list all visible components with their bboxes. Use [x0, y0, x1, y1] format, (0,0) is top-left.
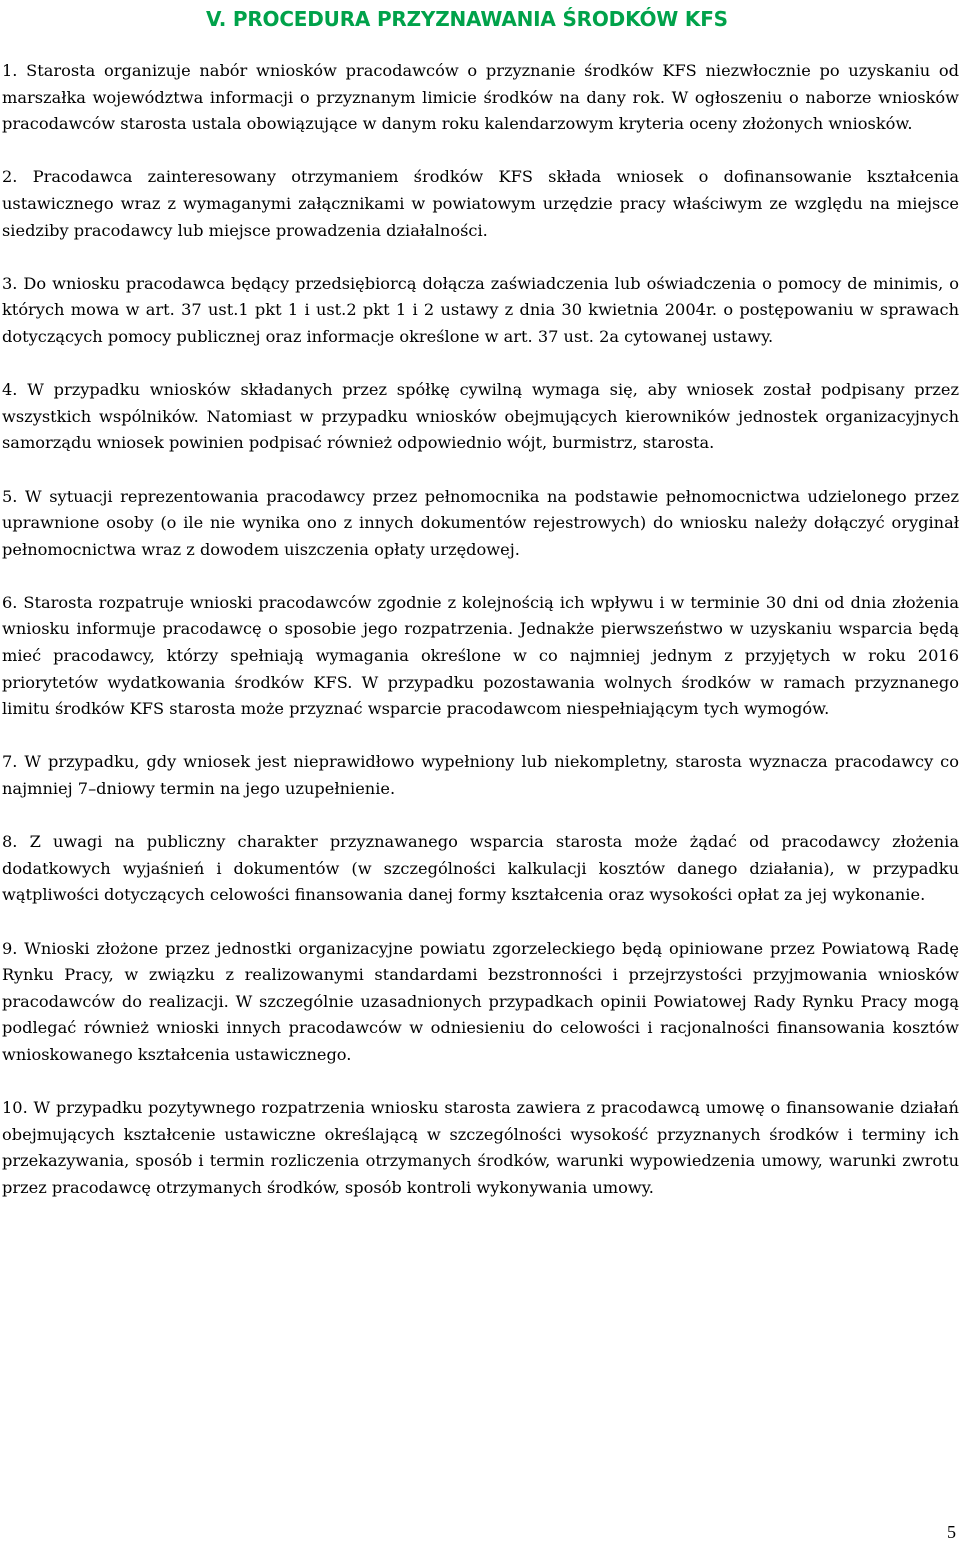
paragraph-5: 5. W sytuacji reprezentowania pracodawcy przez pełnomocnika na podstawie pełnomocnictwa udzielonego przez uprawnione osoby (o ile nie wynika ono z innych dokumentów rejestrowych) do wniosku należy dołączyć oryginał pełnomocnictwa wraz z dowodem uiszczenia opłaty urzędowej. — [2, 486, 959, 559]
paragraph-2: 2. Pracodawca zainteresowany otrzymaniem środków KFS składa wniosek o dofinansowanie kształcenia ustawicznego wraz z wymaganymi załącznikami w powiatowym urzędzie pracy właściwym ze względu na miejsce siedziby pracodawcy lub miejsce prowadzenia działalności. — [2, 167, 959, 240]
document-body — [2, 58, 959, 1202]
paragraph-6: 6. Starosta rozpatruje wnioski pracodawców zgodnie z kolejnością ich wpływu i w terminie 30 dni od dnia złożenia wniosku informuje pracodawcę o sposobie jego rozpatrzenia. Jednakże pierwszeństwo w uzyskaniu wsparcia będą mieć pracodawcy, którzy spełniają wymagania określone w co najmniej jednym z przyjętych w roku 2016 priorytetów wydatkowania środków KFS. W przypadku pozostawania wolnych środków w ramach przyznanego limitu środków KFS starosta może przyznać wsparcie pracodawcom niespełniającym tych wymogów. — [2, 592, 959, 719]
paragraph-7: 7. W przypadku, gdy wniosek jest nieprawidłowo wypełniony lub niekompletny, starosta wyznacza pracodawcy co najmniej 7–dniowy termin na jego uzupełnienie. — [2, 752, 959, 799]
paragraph-9: 9. Wnioski złożone przez jednostki organizacyjne powiatu zgorzeleckiego będą opiniowane przez Powiatową Radę Rynku Pracy, w związku z realizowanymi standardami bezstronności i przejrzystości przyjmowania wniosków pracodawców do realizacji. W szczególnie uzasadnionych przypadkach opinii Powiatowej Rady Rynku Pracy mogą podlegać również wnioski innych pracodawców w odniesieniu do celowości i racjonalności finansowania kosztów wnioskowanego kształcenia ustawicznego. — [2, 938, 959, 1064]
paragraph-3: 3. Do wniosku pracodawca będący przedsiębiorcą dołącza zaświadczenia lub oświadczenia o pomocy de minimis, o których mowa w art. 37 ust.1 pkt 1 i ust.2 pkt 1 i 2 ustawy z dnia 30 kwietnia 2004r. o postępowaniu w sprawach dotyczących pomocy publicznej oraz informacje określone w art. 37 ust. 2a cytowanej ustawy. — [2, 273, 959, 346]
paragraph-8: 8. Z uwagi na publiczny charakter przyznawanego wsparcia starosta może żądać od pracodawcy złożenia dodatkowych wyjaśnień i dokumentów (w szczególności kalkulacji kosztów danego działania), w przypadku wątpliwości dotyczących celowości finansowania danej formy kształcenia oraz wysokości opłat za jej wykonanie. — [2, 832, 959, 905]
section-heading: V. PROCEDURA PRZYZNAWANIA ŚRODKÓW KFS — [206, 7, 728, 31]
paragraph-1: 1. Starosta organizuje nabór wniosków pracodawców o przyznanie środków KFS niezwłocznie po uzyskaniu od marszałka województwa informacji o przyznanym limicie środków na dany rok. W ogłoszeniu o naborze wniosków pracodawców starosta ustala obowiązujące w danym roku kalendarzowym kryteria oceny złożonych wniosków. — [2, 61, 959, 134]
page-number: 5 — [947, 1522, 956, 1542]
paragraph-4: 4. W przypadku wniosków składanych przez spółkę cywilną wymaga się, aby wniosek został podpisany przez wszystkich wspólników. Natomiast w przypadku wniosków obejmujących kierowników jednostek organizacyjnych samorządu wniosek powinien podpisać również odpowiednio wójt, burmistrz, starosta. — [2, 380, 959, 453]
paragraph-10: 10. W przypadku pozytywnego rozpatrzenia wniosku starosta zawiera z pracodawcą umowę o finansowanie działań obejmujących kształcenie ustawiczne określającą w szczególności wysokość przyznanych środków i terminy ich przekazywania, sposób i termin rozliczenia otrzymanych środków, warunki wypowiedzenia umowy, warunki zwrotu przez pracodawcę otrzymanych środków, sposób kontroli wykonywania umowy. — [2, 1098, 959, 1197]
